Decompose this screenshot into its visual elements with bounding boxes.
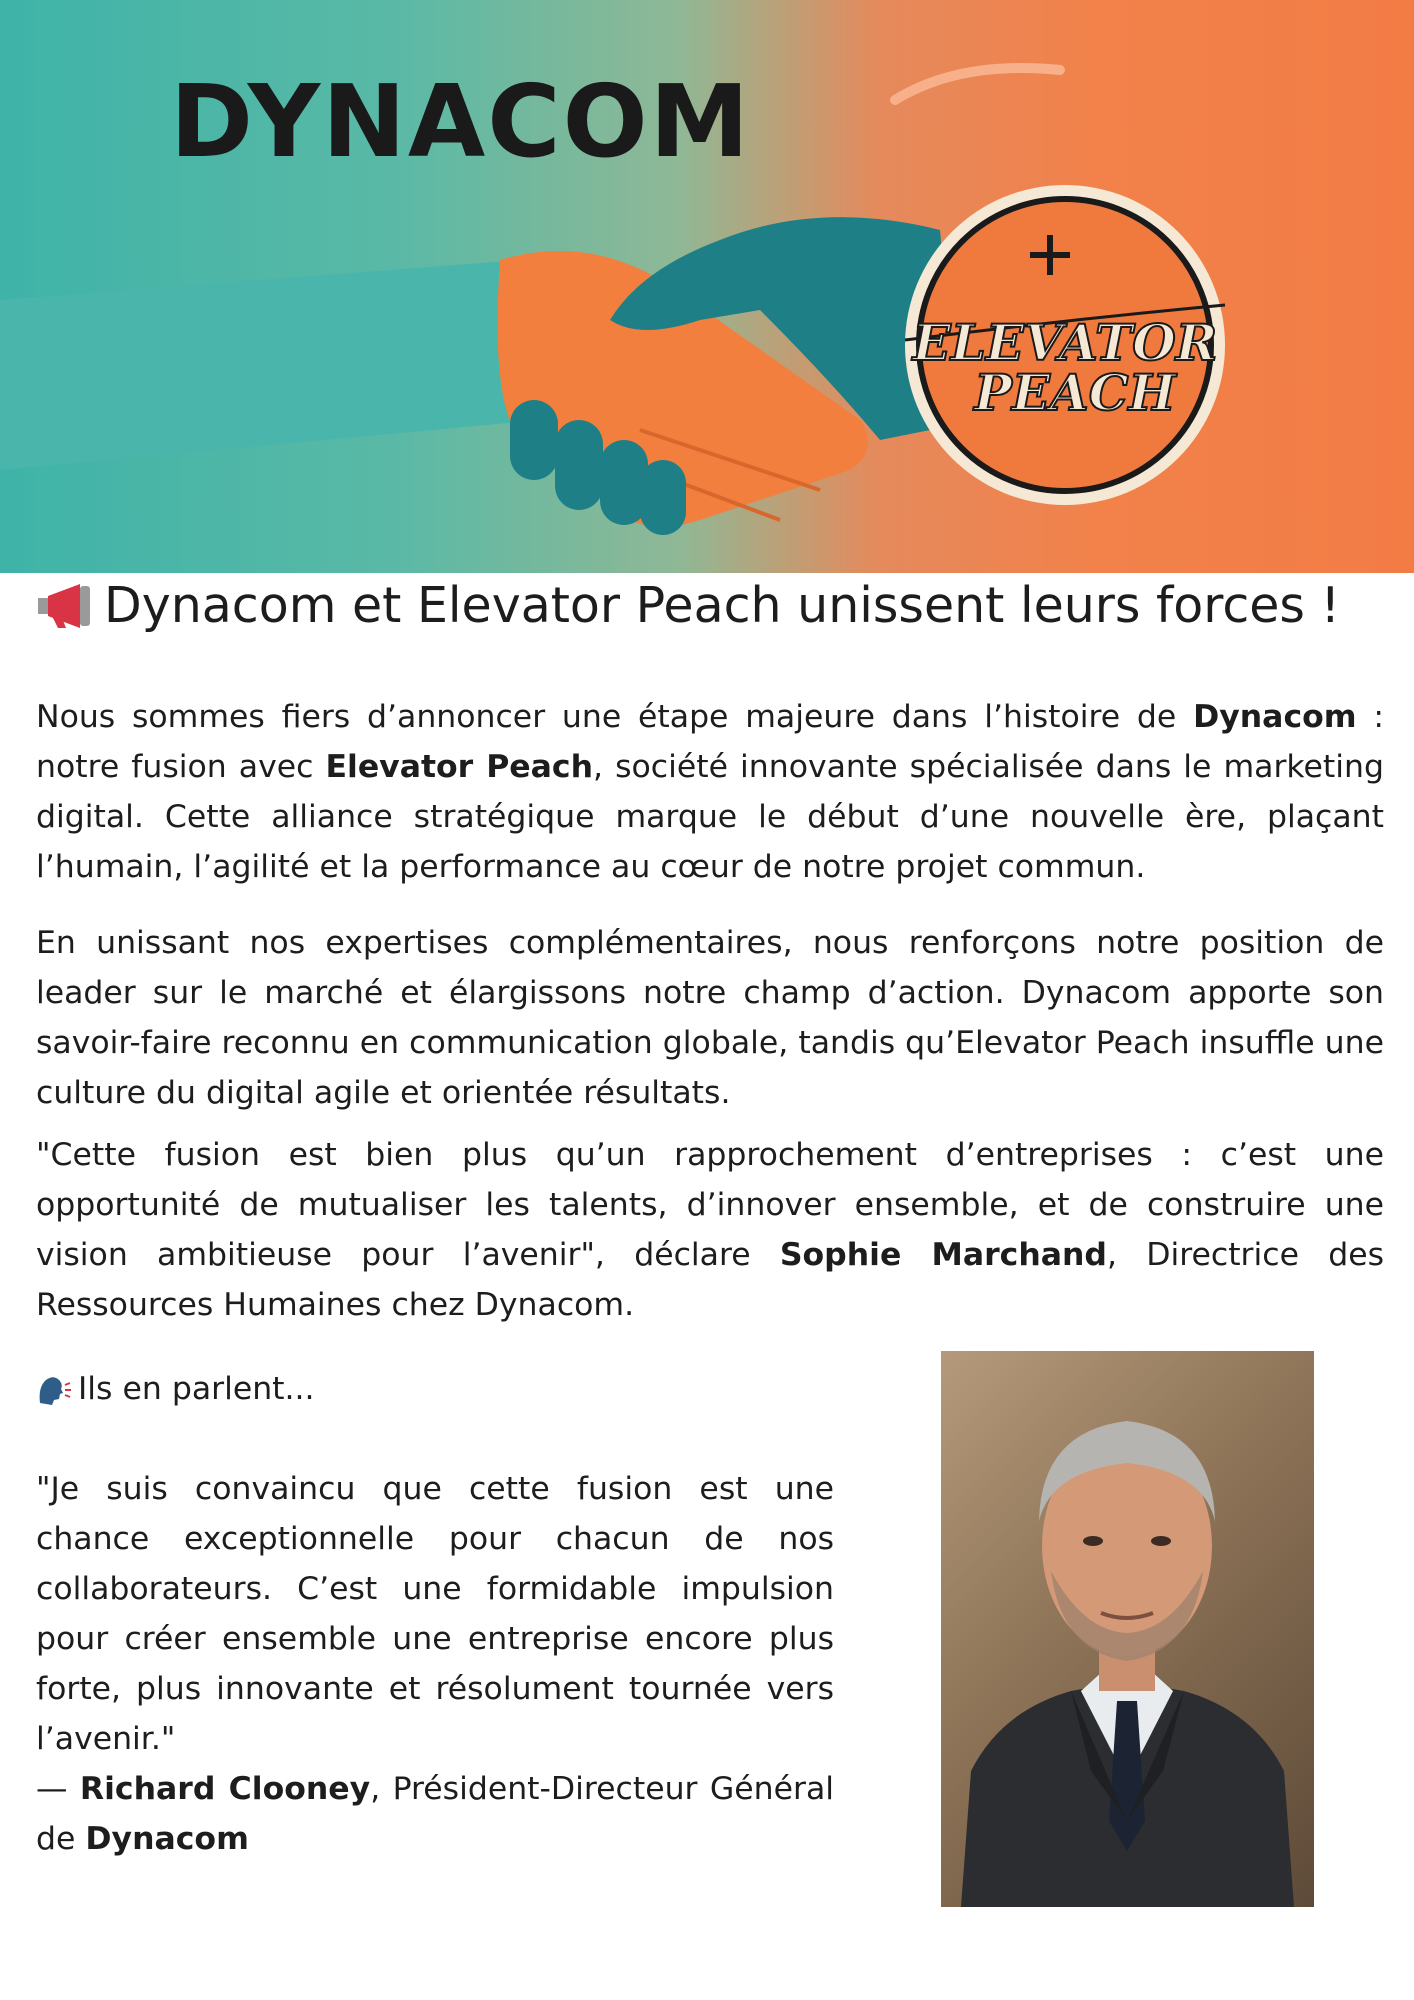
text-run: Nous sommes fiers d’annoncer une étape majeure dans l’histoire de <box>36 699 1194 735</box>
megaphone-icon <box>36 582 94 630</box>
signature-company: Dynacom <box>85 1821 249 1857</box>
text-run: , Directrice des Ressources Humaines chez Dynacom. <box>36 1237 1384 1323</box>
partner-logo-text-2: PEACH <box>974 363 1176 422</box>
testimonial-heading-text: Ils en parlent... <box>78 1371 315 1407</box>
testimonial-heading <box>36 1364 315 1414</box>
expertise-paragraph: En unissant nos expertises complémentaires, nous renforçons notre position de leader sur le marché et élargissons notre champ d’action. Dynacom apporte son savoir-faire reconnu en communication globale, tandis qu’Elevator Peach insuffle une culture du digital agile et orientée résultats. <box>36 925 1384 1111</box>
text-run: "Cette fusion est bien plus qu’un rapprochement d’entreprises : c’est une opportunité de mutualiser les talents, d’innover ensemble, et de construire une vision ambitieuse pour l’avenir", déclare <box>36 1137 1384 1273</box>
hr-quote-paragraph <box>36 1130 1384 1330</box>
signature-role: , Président-Directeur Général de <box>36 1771 834 1857</box>
signature-name: Richard Clooney <box>79 1771 371 1807</box>
testimonial-signature <box>36 1764 834 1864</box>
partner-logo-text-1: ELEVATOR <box>912 313 1218 372</box>
testimonial-quote: "Je suis convaincu que cette fusion est une chance exceptionnelle pour chacun de nos collaborateurs. C’est une formidable impulsion pour créer ensemble une entreprise encore plus forte, plus innovante et résolument tournée vers l’avenir." <box>36 1471 834 1757</box>
emphasis-elevator-peach: Elevator Peach <box>325 749 594 785</box>
speaking-head-icon <box>36 1372 72 1406</box>
emphasis-sophie-marchand: Sophie Marchand <box>779 1237 1107 1273</box>
signature-dash: — <box>36 1771 80 1807</box>
brand-logo-text: DYNACOM <box>170 63 752 180</box>
text-run: , société innovante spécialisée dans le marketing digital. Cette alliance stratégique marque le début d’une nouvelle ère, plaçant l’humain, l’agilité et la performance au cœur de notre projet commun. <box>36 749 1384 885</box>
emphasis-dynacom: Dynacom <box>1193 699 1357 735</box>
intro-paragraph <box>36 692 1384 892</box>
header-banner <box>0 0 1414 573</box>
text-run: : notre fusion avec <box>36 699 1384 785</box>
ceo-portrait <box>941 1351 1314 1907</box>
page-title <box>36 574 1396 638</box>
page-title-text: Dynacom et Elevator Peach unissent leurs forces ! <box>104 577 1341 634</box>
